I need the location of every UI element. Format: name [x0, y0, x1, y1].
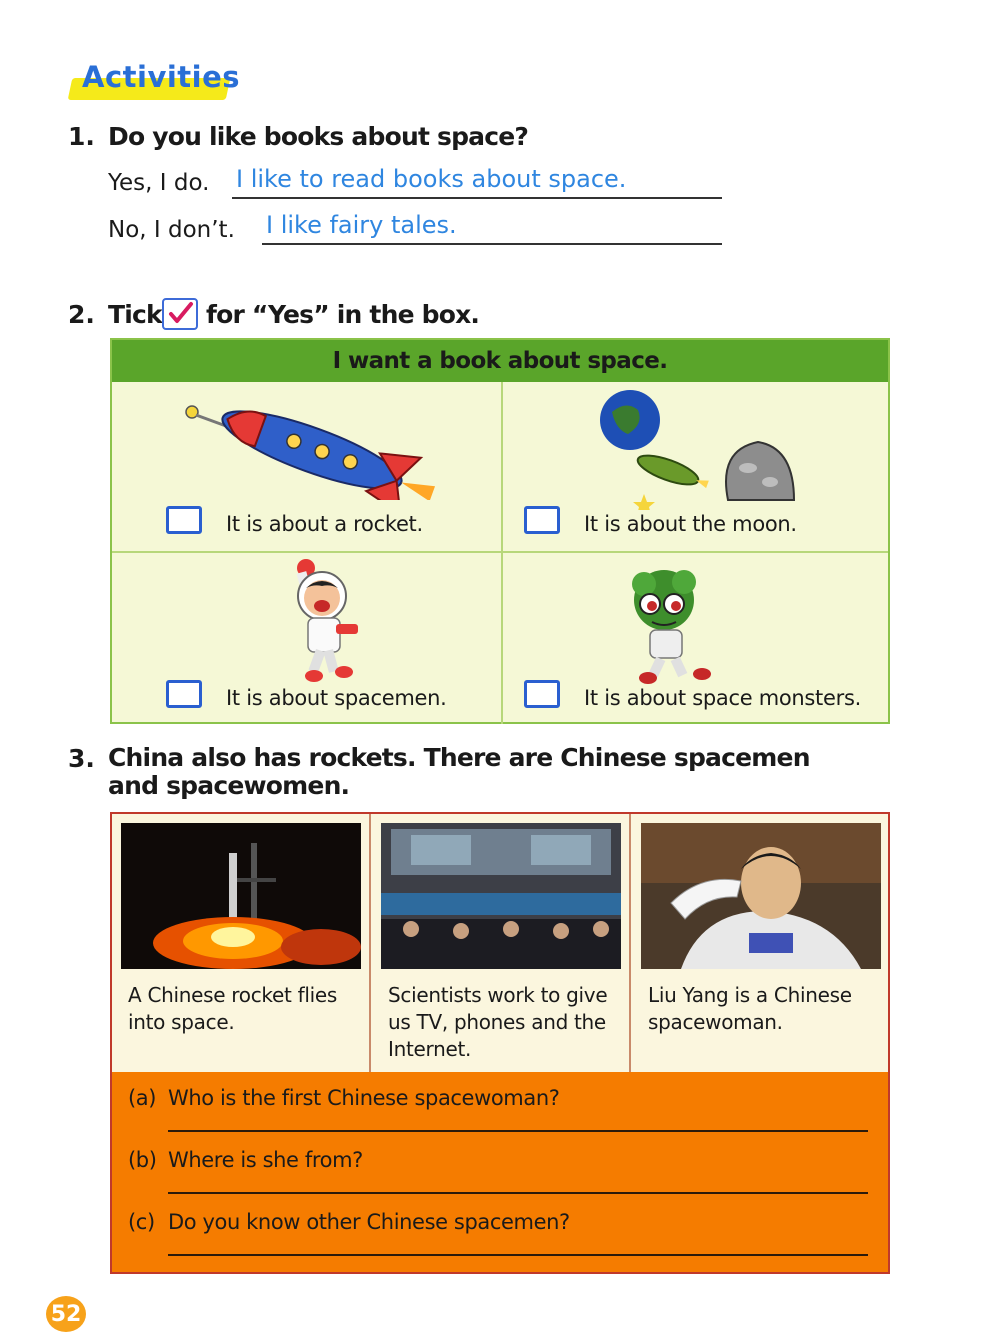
q2-number: 2.: [68, 300, 95, 329]
moon-illustration: [598, 390, 798, 514]
caption-liu-yang: Liu Yang is a Chinese spacewoman.: [648, 983, 852, 1034]
q3c-answer-line[interactable]: [168, 1254, 868, 1256]
q3c-label: (c): [128, 1210, 155, 1234]
q1-number: 1.: [68, 122, 95, 151]
checkbox-moon[interactable]: [524, 506, 560, 534]
q1-no-prefix: No, I don’t.: [108, 217, 235, 243]
option-rocket-label: It is about a rocket.: [226, 512, 423, 536]
q3b-label: (b): [128, 1148, 157, 1172]
q1-no-answer: I like fairy tales.: [266, 211, 457, 239]
q1-no-answer-line[interactable]: [262, 209, 722, 245]
caption-rocket: A Chinese rocket flies into space.: [128, 983, 337, 1034]
checkbox-spacemen[interactable]: [166, 680, 202, 708]
page-number: 52: [46, 1296, 86, 1332]
q3b-answer-line[interactable]: [168, 1192, 868, 1194]
rocket-illustration: [182, 400, 442, 504]
tick-example-icon: [162, 298, 198, 330]
caption-scientists: Scientists work to give us TV, phones and the Internet.: [388, 983, 608, 1061]
q2-table-header: I want a book about space.: [112, 340, 888, 382]
q3-column-divider-1: [369, 814, 371, 1072]
q3a-label: (a): [128, 1086, 157, 1110]
astronaut-photo: [641, 823, 881, 969]
q3-number: 3.: [68, 744, 95, 773]
option-space-monsters-label: It is about space monsters.: [584, 686, 861, 710]
q1-yes-answer: I like to read books about space.: [236, 165, 627, 193]
q3c-question: Do you know other Chinese spacemen?: [168, 1210, 570, 1234]
q3-questions-panel: [112, 1072, 888, 1272]
q2-instruction-after: for “Yes” in the box.: [206, 300, 480, 329]
q3-table: [110, 812, 890, 1274]
q2-instruction-before: Tick: [108, 300, 162, 329]
checkbox-rocket[interactable]: [166, 506, 202, 534]
q1-question: Do you like books about space?: [108, 122, 529, 151]
q1-yes-answer-line[interactable]: [232, 163, 722, 199]
q3-intro: China also has rockets. There are Chinese spacemen and spacewomen.: [108, 743, 810, 800]
checkbox-space-monsters[interactable]: [524, 680, 560, 708]
q3-column-divider-2: [629, 814, 631, 1072]
q3b-question: Where is she from?: [168, 1148, 363, 1172]
rocket-launch-photo: [121, 823, 361, 969]
q2-table: [110, 338, 890, 724]
page-heading: Activities: [82, 60, 241, 94]
control-room-photo: [381, 823, 621, 969]
option-spacemen-label: It is about spacemen.: [226, 686, 447, 710]
q3a-question: Who is the first Chinese spacewoman?: [168, 1086, 560, 1110]
q1-yes-prefix: Yes, I do.: [108, 170, 210, 196]
q3a-answer-line[interactable]: [168, 1130, 868, 1132]
spaceman-illustration: [264, 558, 374, 692]
space-monster-illustration: [622, 566, 732, 690]
q2-divider-horizontal: [112, 551, 888, 553]
q2-divider-vertical: [501, 382, 503, 724]
option-moon-label: It is about the moon.: [584, 512, 797, 536]
